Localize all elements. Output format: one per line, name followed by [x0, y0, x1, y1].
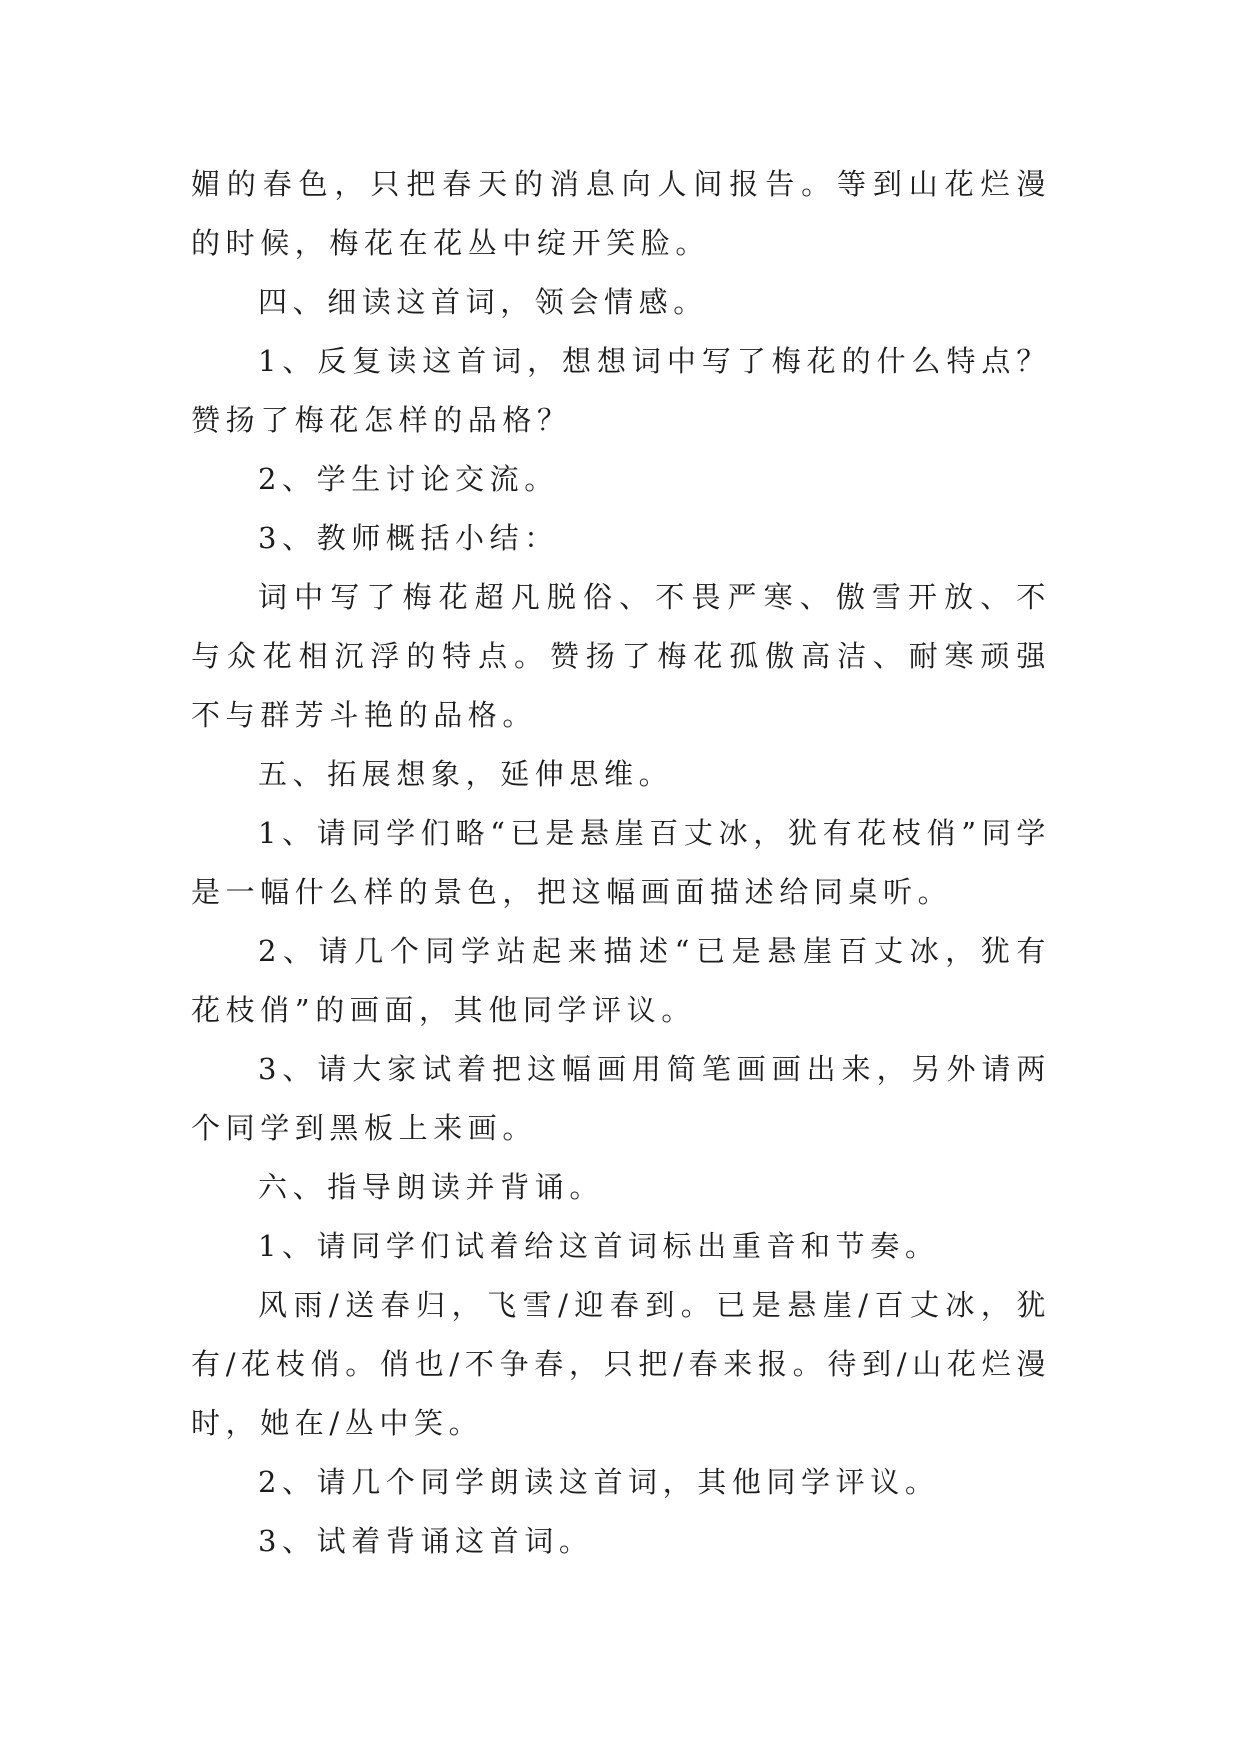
list-item-5-3: 3、请大家试着把这幅画用简笔画画出来，另外请两个同学到黑板上来画。 — [191, 1052, 1051, 1145]
list-item-6-1: 1、请同学们试着给这首词标出重音和节奏。 — [258, 1229, 940, 1263]
list-item-4-1: 1、反复读这首词，想想词中写了梅花的什么特点？赞扬了梅花怎样的品格？ — [191, 344, 1051, 437]
summary-paragraph: 词中写了梅花超凡脱俗、不畏严寒、傲雪开放、不与众花相沉浮的特点。赞扬了梅花孤傲高洁、耐寒顽强不与群芳斗艳的品格。 — [191, 580, 1051, 732]
poem-rhythm-paragraph: 风雨/送春归，飞雪/迎春到。已是悬崖/百丈冰，犹有/花枝俏。俏也/不争春，只把/春来报。待到/山花烂漫时，她在/丛中笑。 — [191, 1288, 1051, 1440]
paragraph-continuation: 媚的春色，只把春天的消息向人间报告。等到山花烂漫的时候，梅花在花丛中绽开笑脸。 — [191, 167, 1051, 260]
list-item-6-3: 3、试着背诵这首词。 — [258, 1524, 594, 1558]
section-heading-4: 四、细读这首词，领会情感。 — [258, 285, 708, 319]
list-item-5-1: 1、请同学们略“已是悬崖百丈冰，犹有花枝俏”同学是一幅什么样的景色，把这幅画面描述给同桌听。 — [191, 816, 1051, 909]
list-item-4-2: 2、学生讨论交流。 — [258, 462, 559, 496]
list-item-6-2: 2、请几个同学朗读这首词，其他同学评议。 — [258, 1465, 940, 1499]
section-heading-6: 六、指导朗读并背诵。 — [258, 1170, 605, 1204]
list-item-5-2: 2、请几个同学站起来描述“已是悬崖百丈冰，犹有花枝俏”的画面，其他同学评议。 — [191, 934, 1051, 1027]
document-body — [191, 155, 1051, 1571]
list-item-4-3: 3、教师概括小结： — [258, 521, 559, 555]
section-heading-5: 五、拓展想象，延伸思维。 — [258, 757, 674, 791]
